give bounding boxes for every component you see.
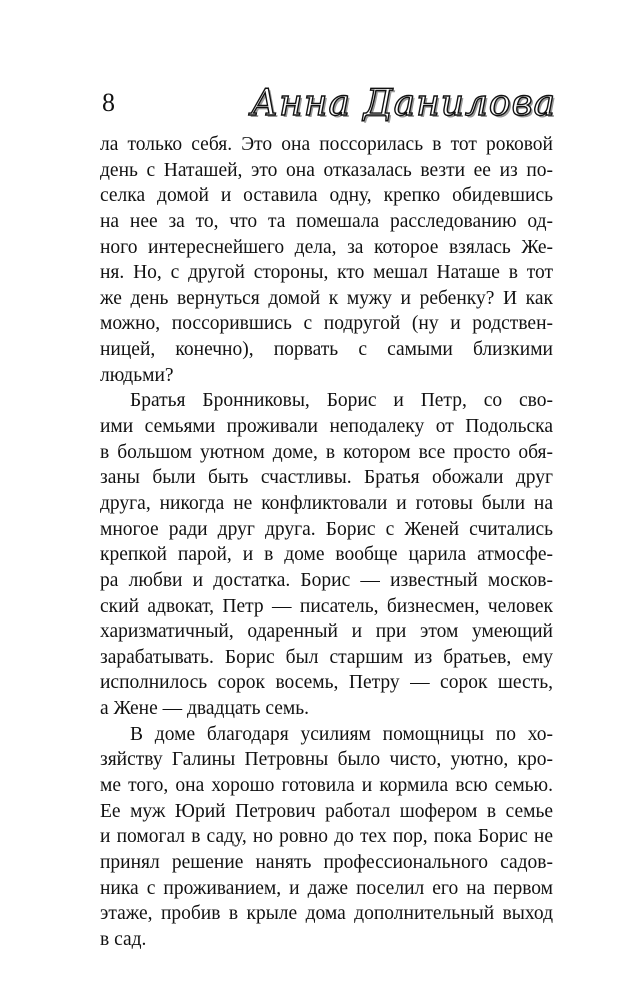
text-line: ме того, она хорошо готовила и кормила всю семью. <box>100 775 553 797</box>
text-line: же день вернуться домой к мужу и ребенку? И как <box>100 287 553 309</box>
text-line: и помогал в саду, но ровно до тех пор, пока Борис не <box>100 826 553 848</box>
text-line: ра любви и достатка. Борис — известный москов- <box>100 569 553 591</box>
text-line: ский адвокат, Петр — писатель, бизнесмен, человек <box>100 595 553 617</box>
text-line: заны были быть счастливы. Братья обожали друг <box>100 467 553 489</box>
body-text <box>100 132 553 953</box>
text-line: а Жене — двадцать семь. <box>100 698 309 720</box>
text-line: ла только себя. Это она поссорилась в тот роковой <box>100 134 553 155</box>
text-line: зарабатывать. Борис был старшим из братьев, ему <box>100 646 553 668</box>
text-line: зяйству Галины Петровны было чисто, уютно, кро- <box>100 749 553 771</box>
text-line: ня. Но, с другой стороны, кто мешал Наташе в тот <box>100 262 553 284</box>
text-line: харизматичный, одаренный и при этом умеющий <box>100 621 553 643</box>
text-line: Ее муж Юрий Петрович работал шофером в семье <box>100 800 553 822</box>
text-line: можно, поссорившись с подругой (ну и родствен- <box>100 313 553 335</box>
text-line: людьми? <box>100 364 174 386</box>
text-line: ника с проживанием, и даже поселил его на первом <box>100 877 553 899</box>
text-line: селка домой и оставила одну, крепко обидевшись <box>100 185 553 207</box>
text-line: друга, никогда не конфликтовали и готовы были на <box>100 492 553 514</box>
page-number: 8 <box>102 88 115 117</box>
text-line: ими семьями проживали неподалеку от Подольска <box>100 416 553 438</box>
paragraph-3 <box>100 722 553 953</box>
text-line: исполнилось сорок восемь, Петру — сорок шесть, <box>100 672 553 694</box>
paragraph-1 <box>100 132 553 388</box>
text-line: многое ради друг друга. Борис с Женей считались <box>100 518 553 540</box>
running-head-author: Анна Данилова <box>250 83 556 124</box>
paragraph-2 <box>100 388 553 721</box>
text-line: крепкой парой, и в доме вообще царила атмосфе- <box>100 544 553 566</box>
text-line: принял решение нанять профессионального садов- <box>100 851 553 873</box>
text-line: этаже, пробив в крыле дома дополнительный выход <box>100 903 553 925</box>
text-line: В доме благодаря усилиям помощницы по хо- <box>130 723 553 745</box>
text-line: день с Наташей, это она отказалась везти ее из по- <box>100 159 553 181</box>
text-line: на нее за то, что та помешала расследованию од- <box>100 210 553 232</box>
text-line: Братья Бронниковы, Борис и Петр, со сво- <box>130 390 553 412</box>
text-line: в большом уютном доме, в котором все просто обя- <box>100 441 553 463</box>
text-line: в сад. <box>100 928 147 950</box>
text-line: ного интереснейшего дела, за которое взялась Же- <box>100 236 553 258</box>
text-line: ницей, конечно), порвать с самыми близкими <box>100 339 553 361</box>
